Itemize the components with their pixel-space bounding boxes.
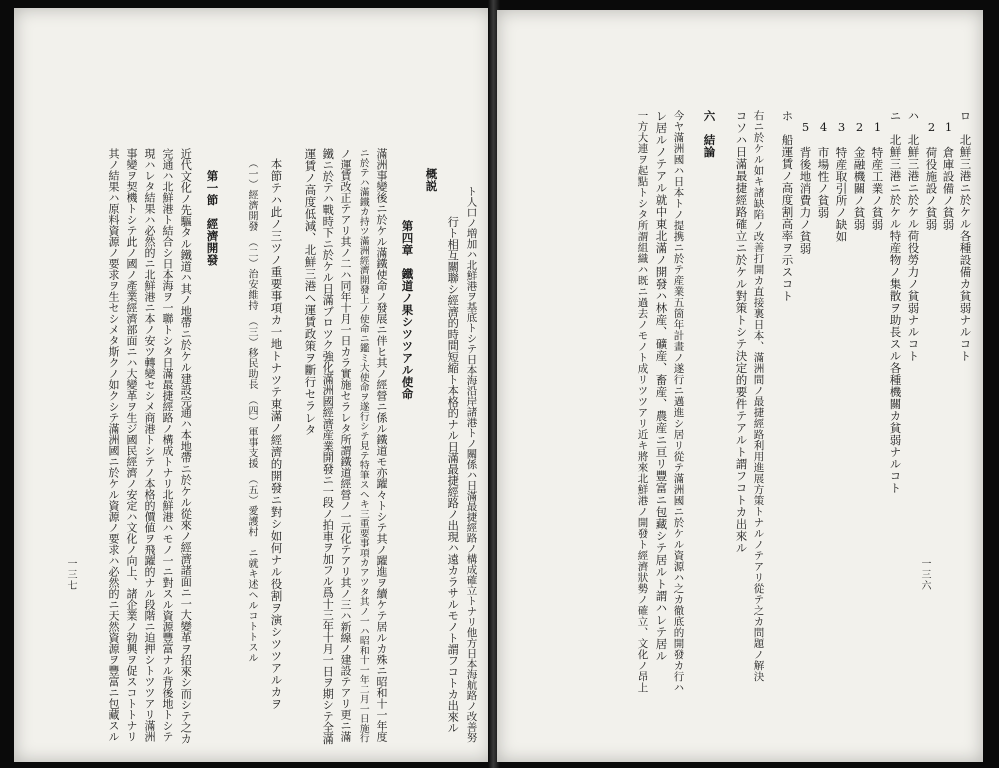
text-column: 鐵ニ於テハ戰時下ニ於ケル日滿ブロツク強化滿洲國經濟産業開發ニ一段ノ拍車ヲ加フル爲十三年十月一日ヲ期シテ全滿	[321, 148, 335, 745]
text-column: 滿洲事變後ニ於ケル滿鐵使命ノ發展ニ伴ヒ其ノ經營ニ係ル鐵道モ亦躍々トシテ其ノ躍進ヲ續ケテ居ルカ殊ニ昭和十一年度	[375, 148, 388, 742]
text-column: レ居ルノテアル就中東北滿ノ開發ハ林産、礦産、畜産、農産ニ亘リ豐富ニ包藏シテ居ルト謂ハレテ居ル	[654, 110, 669, 662]
page-number: 一三七	[65, 558, 76, 591]
text-column: 現ハレタ結果ハ必然的ニ北鮮港ニ本ノ安ツ轉變セシメ商港トシテノ本格的價値ヲ飛躍的ナル段階ニ迫押シトツツアリ滿洲	[143, 148, 156, 742]
text-column: 本節テハ此ノ三ツノ重要事項カ一地トナツテ東滿ノ經濟的開發ニ對シ如何ナル役割ヲ演シツツアルカヲ	[269, 158, 284, 710]
text-column: ニ 北鮮三港ニ於ケル特産物ノ集散ヲ助長スル各種機關カ貧弱ナルコト	[888, 110, 903, 494]
chapter-heading: 第四章 鐵道ノ果シツツアル使命	[400, 220, 415, 400]
text-column: 完通ハ北鮮港ト結合シ日本海ヲ一聯トシタ日滿最捷經路ノ構成トナリ北鮮港ハモノ一ニ對スル資源豐富ナル背後地トシテ	[161, 148, 174, 742]
text-column: 事變ヲ契機トシテ此ノ國ノ產業經濟部面ニハ大變革ヲ生ジ國民經濟ノ安定ハ文化ノ向上、諸企業ノ勃興ヲ促スコトトナリ	[125, 148, 138, 742]
text-column: 右ニ於ケル如キ諸缺陷ノ改善打開カ直接裏日本、滿洲間ノ最捷經路利用進展方策トナルノテアリ從テ之カ問題ノ解決	[752, 110, 765, 682]
text-column: 2 荷役施設ノ貧弱	[924, 120, 939, 231]
text-column: 1 倉庫設備ノ貧弱	[941, 120, 956, 231]
text-column: 近代文化ノ先驅タル鐵道ハ其ノ地帶ニ於ケル建設完通ハ本地帶ニ於ケル從來ノ經濟諸面ニ一大變革ヲ招來シ而シテ之カ	[179, 148, 193, 745]
text-column: ニ於テハ滿鐵カ持ツ滿洲經濟開發上ノ使命ニ鑑ミ大使命ヲ遂行シテ見テ特筆スヘキ三重要事項カアツタ其ノ一ハ昭和十一年二月一日施行	[357, 148, 369, 743]
section-heading: 第一節 經濟開發	[205, 170, 220, 266]
text-column: 5 背後地消費力ノ貧弱	[798, 120, 813, 255]
text-column: ホ 船運賃ノ高度割高率ヲ示スコト	[780, 110, 795, 302]
text-column: 今ヤ滿洲國ハ日本トノ提携ニ於テ産業五箇年計畫ノ遂行ニ邁進シ居リ從テ滿洲國ニ於ケル資源ハ之カ徹底的開發カ行ハ	[672, 110, 685, 693]
text-column: ノ運賃改正テアリ其ノ二ハ同年十月一日カラ實施セラレタ所謂鐵道經營ノ一元化テアリ其ノ三ハ新線ノ建設テアリ更ニ滿	[339, 148, 352, 742]
text-column: 行ト相互關聯シ經濟的時間短縮ト本格的ナル日滿最捷經路ノ出現ハ遠カラサルモノト謂フコトカ出來ル	[446, 216, 460, 734]
text-column: 4 市場性ノ貧弱	[816, 120, 831, 219]
left-page	[14, 8, 492, 762]
text-column: 1 特産工業ノ貧弱	[870, 120, 885, 231]
text-column: 運賃ノ高度低減、北鮮三港ヘ運賃政策ヲ斷行セラレタ	[303, 148, 318, 436]
text-column: ハ 北鮮三港ニ於ケル荷役勞力ノ貧弱ナルコト	[906, 110, 921, 362]
page-number: 一三六	[919, 558, 930, 591]
section-heading: 六 結論	[702, 110, 717, 158]
text-column: 3 特産取引所ノ缺如	[834, 120, 849, 243]
section-heading: 概説	[424, 168, 439, 192]
text-column: ト人口ノ増加ハ北鮮港ヲ基底トシテ日本海沿岸諸港トノ關係ハ日滿最捷經路ノ構成確立トナリ他方日本海航路ノ改善努	[465, 186, 478, 743]
text-column: コソハ日滿最捷經路確立ニ於ケル對策トシテ決定的要件テアルト謂フコトカ出來ル	[734, 110, 749, 554]
text-column: 2 金融機關ノ貧弱	[852, 120, 867, 231]
text-column: ロ 北鮮三港ニ於ケル各種設備カ貧弱ナルコト	[958, 110, 973, 362]
right-page	[497, 10, 983, 762]
text-column: 其ノ結果ハ原料資源ノ要求ヲ生セシメタ斯クノ如クシテ滿洲國ニ於ケル資源ノ要求ハ必然的ニ天然資源ヲ豐富ニ包藏スル	[107, 148, 120, 742]
text-column: 一方大連ヲ起點トシタ所謂組織ハ既ニ過去ノモノト成リツツアリ近キ將來北鮮港ノ開發ト經濟狀勢ノ確立、文化ノ昂上	[636, 110, 649, 693]
list-of-subsections: （一）經濟開發 （二）治安維持 （三）移民助長 （四）軍事支援 （五）愛護村 ニ就キ述ヘルコトトスル	[246, 158, 257, 663]
